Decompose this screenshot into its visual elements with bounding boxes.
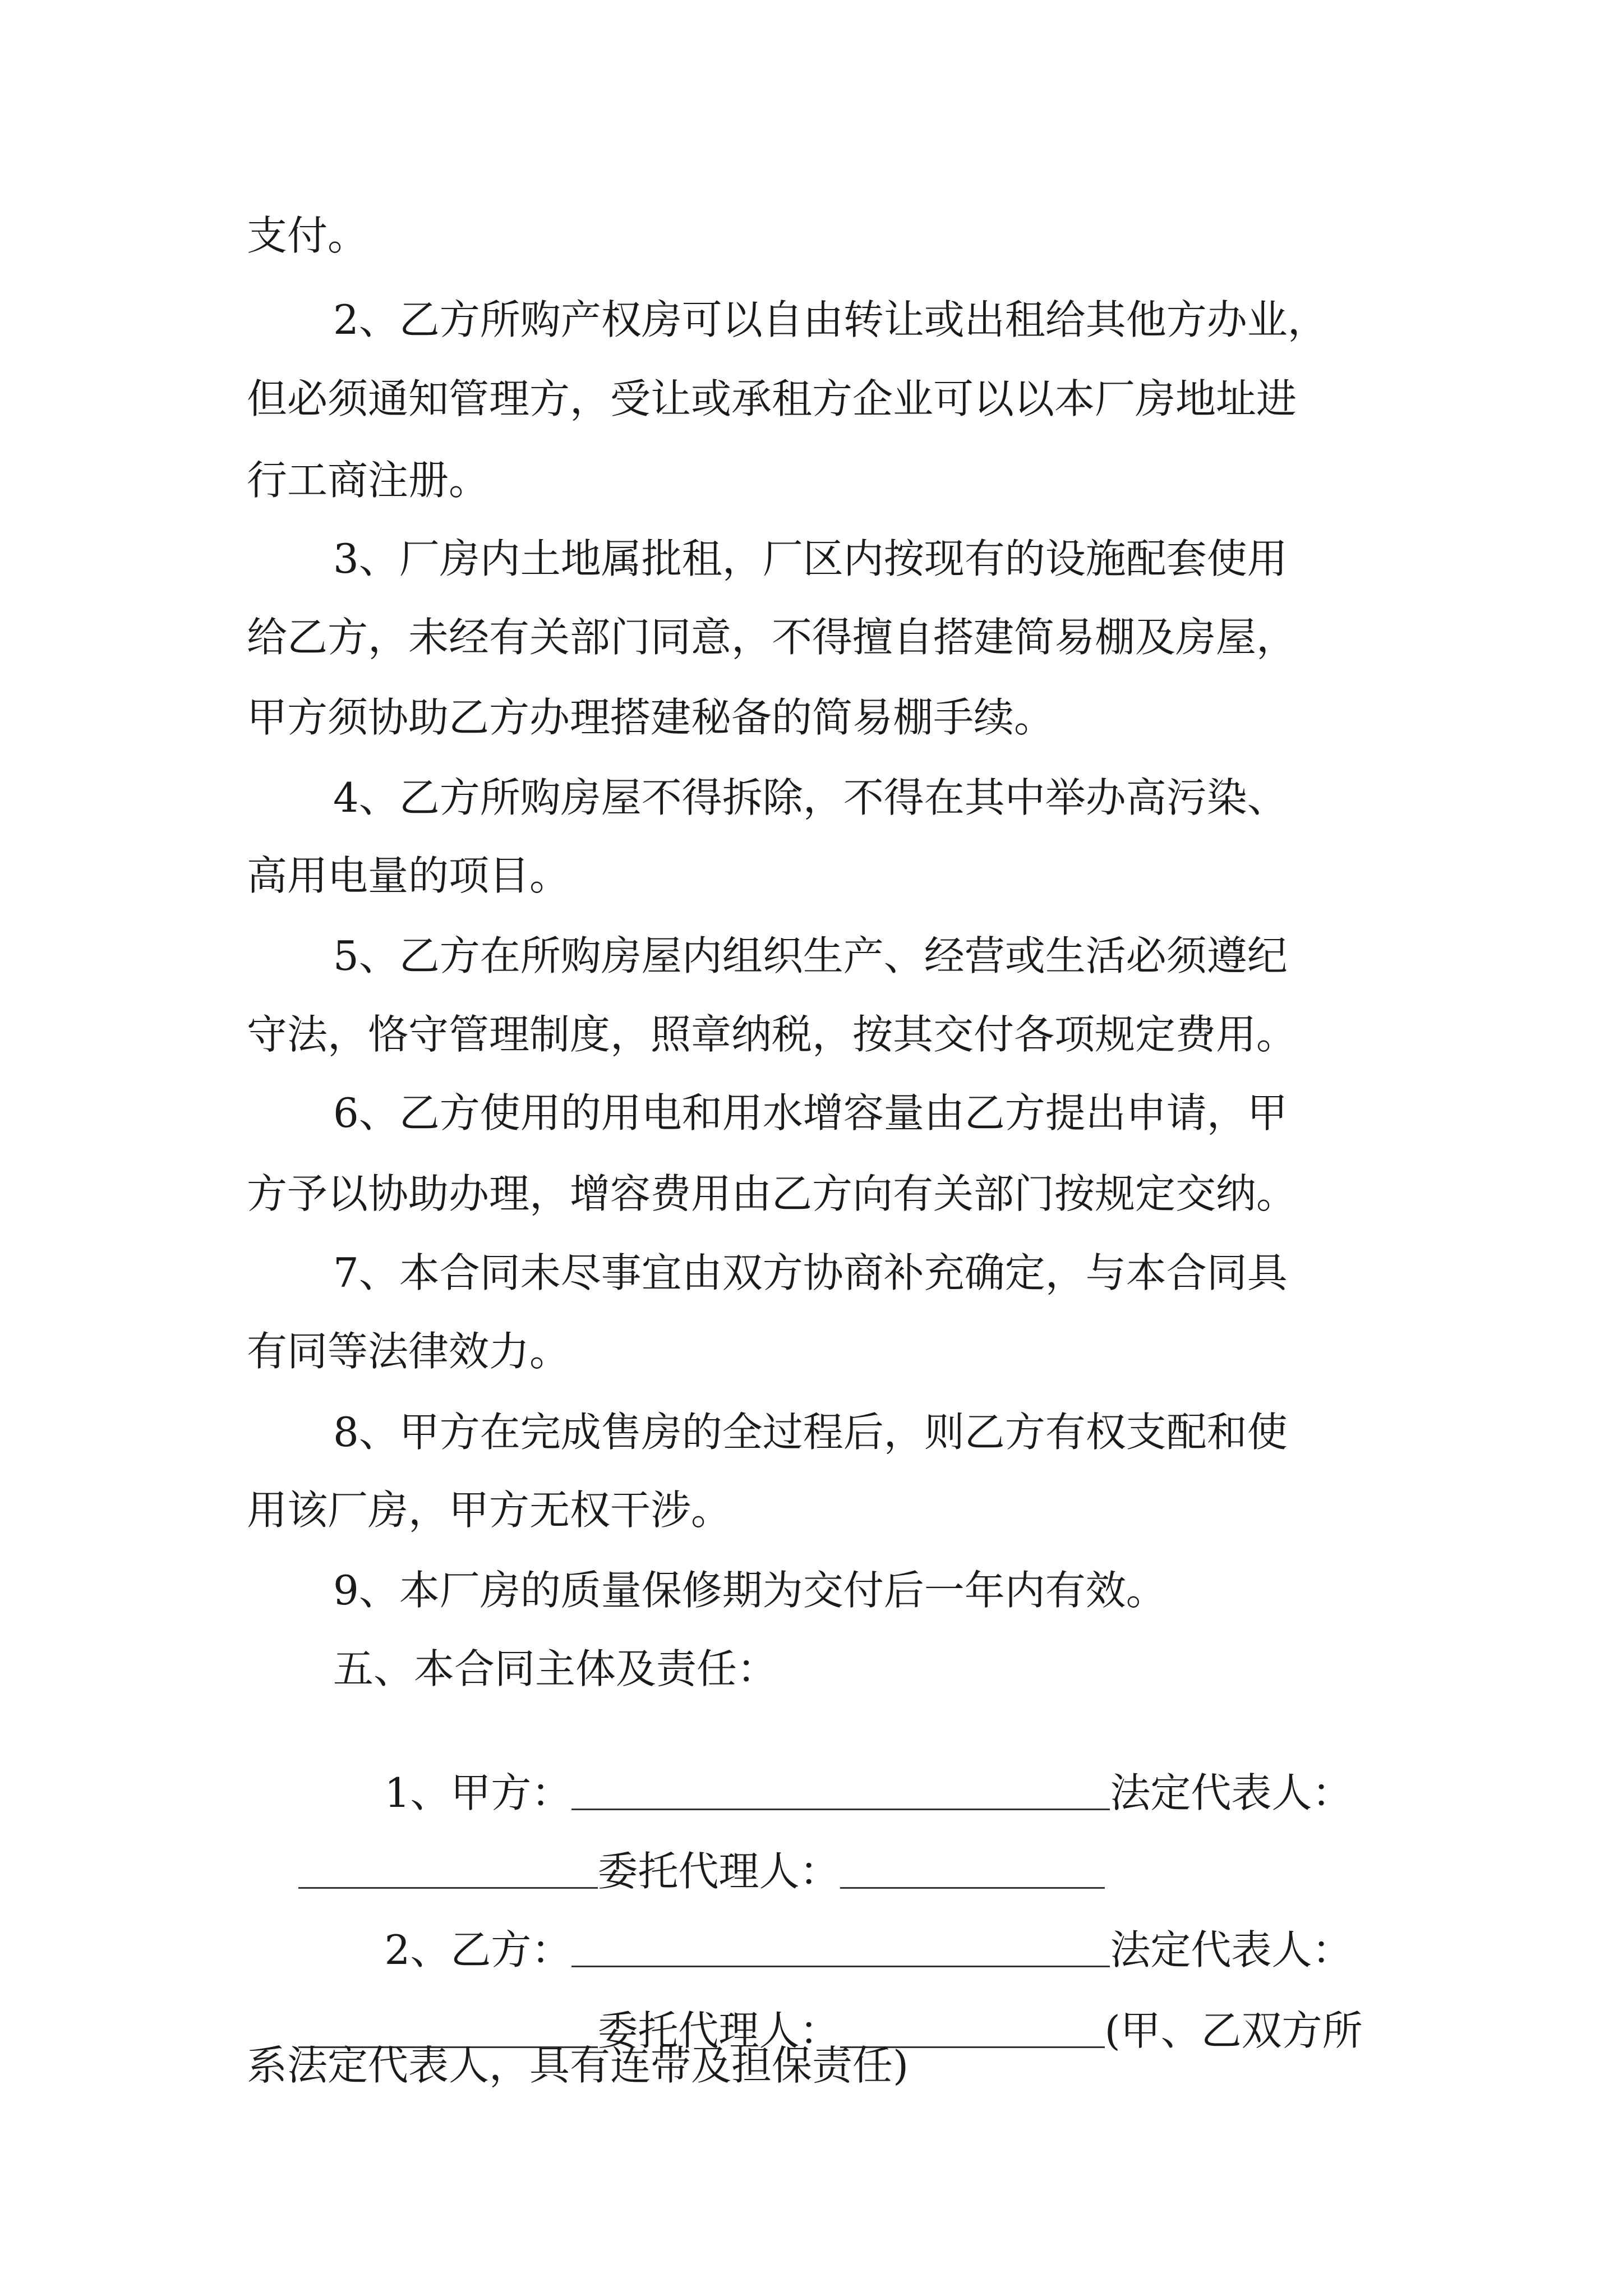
clause-2-line-3: 行工商注册。 — [247, 457, 490, 504]
party-b-rep-label: 法定代表人： — [1110, 1926, 1353, 1973]
text-line: 支付。 — [247, 212, 368, 259]
clause-5-line-2: 守法，恪守管理制度，照章纳税，按其交付各项规定费用。 — [247, 1011, 1297, 1058]
party-b-agent-label: 委托代理人： — [597, 2007, 840, 2054]
clause-6-line-1: 6、乙方使用的用电和用水增容量由乙方提出申请，甲 — [333, 1089, 1288, 1137]
party-a-label: 1、甲方： — [384, 1769, 572, 1816]
clause-2-line-1: 2、乙方所购产权房可以自由转让或出租给其他方办业， — [333, 296, 1328, 343]
clause-4-line-1: 4、乙方所购房屋不得拆除，不得在其中举办高污染、 — [333, 774, 1288, 821]
party-a-agent-blank — [840, 1848, 1105, 1889]
clause-8-line-2: 用该厂房，甲方无权干涉。 — [247, 1487, 732, 1534]
clause-3-line-1: 3、厂房内土地属批租，厂区内按现有的设施配套使用 — [333, 535, 1288, 582]
party-a-rep-label: 法定代表人： — [1110, 1769, 1353, 1816]
clause-2-line-2: 但必须通知管理方，受让或承租方企业可以以本厂房地址进 — [247, 375, 1297, 422]
section-heading: 五、本合同主体及责任： — [333, 1645, 778, 1692]
clause-3-line-3: 甲方须协助乙方办理搭建秘备的简易棚手续。 — [247, 694, 1055, 741]
party-a-agent-label: 委托代理人： — [597, 1848, 840, 1895]
clause-5-line-1: 5、乙方在所购房屋内组织生产、经营或生活必须遵纪 — [333, 932, 1288, 979]
party-b-label: 2、乙方： — [384, 1926, 572, 1973]
party-b-note-line: 系法定代表人，具有连带及担保责任) — [247, 2042, 909, 2089]
clause-3-line-2: 给乙方，未经有关部门同意，不得擅自搭建简易棚及房屋， — [247, 614, 1297, 661]
clause-7-line-1: 7、本合同未尽事宜由双方协商补充确定，与本合同具 — [333, 1249, 1288, 1296]
party-b-note-part1: (甲、乙双方所 — [1104, 2007, 1363, 2054]
party-a-rep-blank — [298, 1848, 598, 1889]
clause-6-line-2: 方予以协助办理，增容费用由乙方向有关部门按规定交纳。 — [247, 1170, 1297, 1217]
clause-4-line-2: 高用电量的项目。 — [247, 852, 570, 899]
clause-8-line-1: 8、甲方在完成售房的全过程后，则乙方有权支配和使 — [333, 1409, 1288, 1456]
clause-7-line-2: 有同等法律效力。 — [247, 1328, 570, 1375]
clause-9-line: 9、本厂房的质量保修期为交付后一年内有效。 — [333, 1567, 1166, 1614]
party-a-name-blank — [571, 1769, 1110, 1810]
party-b-name-blank — [571, 1926, 1110, 1967]
